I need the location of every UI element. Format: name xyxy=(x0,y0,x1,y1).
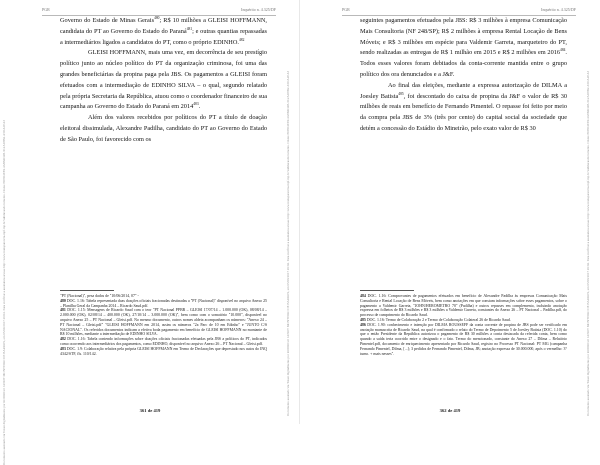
signature-stamp: Documento assinado via Token digitalmente por RODRIGO JANOT MONTEIRO DE BARROS, em 05/09/2017 20:04. Para verificar a assinatura acesse http://www.transparencia.mpf.mp.br/validacaodocumento. Chave 8D8D4EE9.4A8B4D4B.3C2AD8B2.A5DA2EA3 xyxy=(586,70,590,416)
paragraph: GLEISI HOFFMANN, mais uma vez, em decorrência de seu prestígio político junto ao núcleo político do PT da organização criminosa, foi uma das grandes beneficiárias da propina paga pela JBS. Os pagamentos a GLEISI foram efetuados com a intermediação de EDINHO SILVA – o qual, segundo relatado pela própria Secretaria da República, atuou como o coordenador financeiro de sua campanha ao Governo do Estado do Paraná em 2014$^{483}$. xyxy=(60,49,267,111)
footnotes xyxy=(360,294,567,356)
footnote: 481 DOC. 1.15: Mensagens de Ricardo Saud com o teor "PT Nacional PPBR – GLEISI 17/07/14 – 1.000.000 (OK), 08/08/14 – 2.000.000 (OK), 02/08/14 – 400.000 (OK), 27/10/14 – 3.000.000 (OK)", bem como com o somatório "10.000", disponível no arquivo Anexo 25 – PT Nacional – Gleisi.pdf. No mesmo documento, outros nomes aldeia acompanham os números: "Anexo 24 – PT Nacional – Gleisi.pdf" "GLEISI HOFFMANN em 2014, assim os números "2a Parc de 10 em Edinho" e "JUNTO C/S NACIONAL". Os referidos documentos indicam a efetiva boda pagamento em benefício de GLEISI HOFFMANN no montante de R$ 10 milhões, mediante a intermediação de EDINHO SILVA. xyxy=(60,308,267,337)
footnote-divider xyxy=(360,290,414,291)
paragraph: Além dos valores recebidos por políticos do PT a título de doação eleitoral dissimulada, Alexandre Padilha, candidato do PT ao Governo do Estado de São Paulo, foi favorecido com os xyxy=(60,114,267,143)
footnote: 485 DOC. 1.16: Termo de Colaboração 2 e Termo de Colaboração Colateral 26 de Ricardo Saud. xyxy=(360,317,511,322)
header-left: PGR xyxy=(342,7,350,12)
footnote: "PT (Nacional)", pesa dados de "10/06/2014, 07" - xyxy=(60,294,139,298)
footnotes xyxy=(60,294,267,356)
footnote: 482 DOC. 1.16: Tabela contendo informações sobre doações oficiais fracionadas efetuadas pela JBS a políticos do PT, indicados como ocorrendo aos intermediários dos pagamentos, como EDINHO, disponível no arquivo Anexo 26 – PT Nacional – Gleisi.pdf. xyxy=(60,337,267,346)
footnote-ref[interactable]: 483 xyxy=(193,102,199,107)
page-header xyxy=(42,7,276,16)
footnote: 480 DOC. 1.16: Tabela representada doas doações oficiais fracionadas destinadas a "PT (Nacional)" disponível no arquivo Anexo 25 – Planilha Geral da Campanha 2014 – Ricardo Saud.pdf. xyxy=(60,298,267,308)
footnote: 484 DOC. 1.16: Comprovantes de pagamentos efetuados em benefício de Alexandre Padilha às empresas Comunicação Mais Consultoria e Rental Locação de Bens Móveis, bem como anotações em que constam informações sobre esses pagamentos, sobre o pagamento a Valdemir Garreta, "JOHN/HEROMETRO 70" (Padilha) e outros repasses em complemento, incluindo anotação expressa em folhetos de R$ 3 milhões e R$ 3 milhões a Valdemir Garreta, constantes do Anexo 26 – PT Nacional – Padilha.pdf, do processo de cumprimento do Ricardo Saud. xyxy=(360,294,567,318)
footnote-divider xyxy=(60,290,114,291)
header-right: Inquérito n. 4.325/DF xyxy=(541,7,576,12)
footnote: 483 DOC. 1.9: Colaboração relativa pela própria GLEISI HOFFMANN em Termo de Declarações que deprestado nos autos do INQ 4342/STF, fls. 110/142. xyxy=(60,346,267,356)
paragraph: Ao final das eleições, mediante a expressa autorização de DILMA a Joesley Batista$^{485}$, foi descontado do caixa de propina da J&F o valor de R$ 30 milhões de reais em benefício de Fernando Pimentel. O repasse foi feito por meio da compra pela JBS de 3% (três por cento) do capital social da sociedade que detém a concessão do Estádio do Mineirão, pelo exato valor de R$ 30 xyxy=(360,81,567,132)
paragraph: Governo do Estado de Minas Gerais$^{480}$; R$ 10 milhões a GLEISI HOFFMANN, candidata do PT ao Governo do Estado do Paraná$^{481}$; e outras quantias repassadas a intermediários ligados a candidatos do PT, como o próprio EDINHO.$^{482}$ xyxy=(60,15,268,46)
header-right: Inquérito n. 4.325/DF xyxy=(241,7,276,12)
header-left: PGR xyxy=(42,7,50,12)
signature-stamp: Documento assinado via Token digitalmente por RODRIGO JANOT MONTEIRO DE BARROS, em 05/09/2017 20:04. Para verificar a assinatura acesse http://www.transparencia.mpf.mp.br/validacaodocumento. Chave 8D8D4EE9.4A8B4D4B.3C2AD8B2.A5DA2EA3 xyxy=(286,70,290,416)
page-header xyxy=(342,7,576,16)
footnote-ref[interactable]: 482 xyxy=(238,37,245,42)
body-text xyxy=(360,16,567,135)
footnote: 486 DOC. 1.90: conhecimento e intenção por DILMA ROUSSEFF da conta corrente de propina de JBS pode ser verificado em anotação manuscrita de Ricardo Saud, na qual é confirmado o relato do Termo de Depoimento 5 de Joesley Batista (DOC. 1.10) do que o então Presidente da República autorizou o pagamento de R$ 30 milhões a conta destacada da referida conta, bem como quando a saída teria ocorrido entre o designado e o fato. Termo do mencionado, constante do Anexo 27 – Dilma – Relatório Pimentel.pdf, documento de enriquecimento apresentado por Ricardo Saud, registro no Processo PT Nacional: PT MG (campanha Fernando Pimentel, Dilma, [...]; 3 pedidos de Fernando Pimentel, Dilma, JB; anotação expressa de 30.000.000, após o vermelho: 3° turno. + mais nesses". xyxy=(360,322,567,356)
footnote-ref[interactable]: 480 xyxy=(154,15,160,20)
page-number: 362 de 419 xyxy=(439,408,461,413)
page-number: 361 de 419 xyxy=(139,408,161,413)
footnote-ref[interactable]: 484 xyxy=(560,48,566,53)
footnote-ref[interactable]: 481 xyxy=(186,26,193,31)
signature-stamp-left: Documento assinado via Token digitalmente por RODRIGO JANOT MONTEIRO DE BARROS, em 05/09/2017 20:04. Para verificar a assinatura acesse http://www.transparencia.mpf.mp.br/validacaodocumento. Chave 8D8D4EE9.4A8B4D4B.3C2AD8B2.A5DA2EA3 xyxy=(2,120,6,465)
document-page-right xyxy=(300,0,600,424)
paragraph: seguintes pagamentos efetuados pela JBS: R$ 3 milhões à empresa Comunicação Mais Consultoria (NF 248/SP); R$ 2 milhões à empresa Rental Locação de Bens Móveis; e R$ 3 milhões em espécie para Valdemir Garreta, marqueteiro do PT, sendo realizadas as entregas de R$ 1 milhão em 2015 e R$ 2 milhões em 2016$^{484}$. Todos esses valores foram debitados da conta-corrente mantida entre o grupo político dos ora denunciados e a J&F. xyxy=(360,17,567,78)
footnote-ref[interactable]: 485 xyxy=(398,91,404,96)
body-text xyxy=(60,16,267,146)
